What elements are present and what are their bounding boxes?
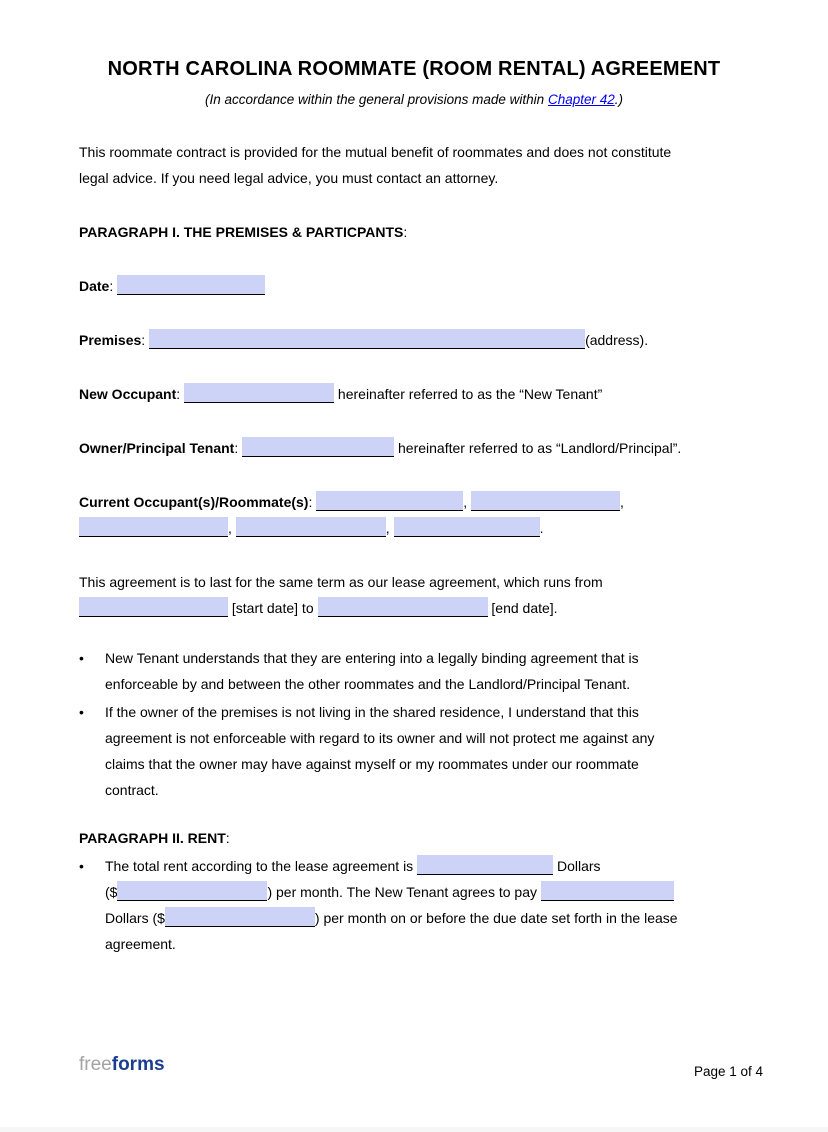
label-colon: : [141,332,146,348]
date-field[interactable] [117,275,265,295]
label-colon: : [109,278,114,294]
section1-heading-text: PARAGRAPH I. THE PREMISES & PARTICPANTS [79,224,404,240]
bullet-line: If the owner of the premises is not living in the shared residence, I understand that this [105,704,639,720]
subtitle-prefix: (In accordance within the general provisions made within [205,92,545,107]
bullet-line: contract. [105,782,159,798]
document-page [0,56,828,1132]
separator: , [463,494,468,510]
owner-principal-field[interactable] [242,437,394,457]
separator: , [385,520,390,536]
section1-heading [79,219,749,245]
owner-row [79,435,749,461]
new-occupant-row [79,381,749,407]
rent-line1-post: Dollars [556,858,601,874]
intro-line: legal advice. If you need legal advice, you must contact an attorney. [79,170,499,186]
new-occupant-label: New Occupant [79,386,177,402]
rent-line2-mid: ) per month. The New Tenant agrees to pay [267,884,537,900]
term-line1: This agreement is to last for the same term as our lease agreement, which runs from [79,574,603,590]
bullet-icon: • [79,858,84,874]
separator: , [228,520,232,536]
owner-suffix: hereinafter referred to as “Landlord/Principal”. [398,440,682,456]
label-colon: : [308,494,313,510]
label-colon: : [234,440,239,456]
premises-field[interactable] [149,329,585,349]
page-bottom-edge [0,1127,828,1132]
page-title: NORTH CAROLINA ROOMMATE (ROOM RENTAL) AGREEMENT [107,58,721,80]
bullet-icon: • [79,650,84,666]
owner-label: Owner/Principal Tenant [79,440,235,456]
list-item [79,699,749,803]
roommates-label: Current Occupant(s)/Roommate(s) [79,494,309,510]
term-line2 [79,595,749,621]
date-row [79,273,749,299]
separator: . [539,520,544,536]
rent-line1 [105,853,749,879]
bullet-line: claims that the owner may have against myself or my roommates under our roommate [105,756,639,772]
section2-heading-text: PARAGRAPH II. RENT [79,830,226,846]
end-date-field[interactable] [318,597,488,617]
rent-bullet-text [105,853,749,957]
start-date-field[interactable] [79,597,228,617]
section1-heading-colon: : [403,224,408,240]
bullet-line: New Tenant understands that they are entering into a legally binding agreement that is [105,650,639,666]
logo-free-text: free [79,1054,112,1075]
roommate-field-2[interactable] [471,491,620,511]
rent-line4: agreement. [105,936,176,952]
logo-forms-text: forms [111,1054,165,1075]
list-item [79,853,749,957]
bullet1-text [105,645,749,697]
separator: , [620,494,624,510]
roommate-field-3[interactable] [79,517,228,537]
total-rent-words-field[interactable] [417,855,553,875]
label-colon: : [176,386,181,402]
roommate-field-4[interactable] [236,517,386,537]
subtitle-suffix: .) [614,92,623,107]
bullet2-text [105,699,749,803]
roommates-row [79,489,749,541]
roommate-field-1[interactable] [316,491,463,511]
chapter-42-link[interactable]: Chapter 42 [547,92,615,107]
rent-line3 [105,905,749,931]
rent-line3-pre: Dollars ($ [105,910,165,926]
intro-line: This roommate contract is provided for the mutual benefit of roommates and does not constitute [79,144,672,160]
premises-suffix: (address). [585,332,649,348]
rent-line2 [105,879,749,905]
list-item [79,645,749,697]
bullet-line: agreement is not enforceable with regard to its owner and will not protect me against any [105,730,655,746]
premises-row [79,327,749,353]
section2-heading [79,825,749,851]
term-mid: [start date] to [231,600,314,616]
intro-paragraph [79,139,749,191]
rent-line3-post: ) per month on or before the due date set forth in the lease [314,910,678,926]
roommate-field-5[interactable] [394,517,540,537]
new-occupant-suffix: hereinafter referred to as the “New Tenant” [337,386,603,402]
page-number: Page 1 of 4 [693,1064,763,1079]
subtitle [79,91,749,109]
new-occupant-field[interactable] [184,383,334,403]
premises-label: Premises [79,332,142,348]
section2-bullet-list [79,853,749,957]
rent-line1-pre: The total rent according to the lease agreement is [105,858,414,874]
bullet-icon: • [79,704,84,720]
rent-line2-pre: ($ [105,884,118,900]
bullet-line: enforceable by and between the other roommates and the Landlord/Principal Tenant. [105,676,631,692]
total-rent-amount-field[interactable] [117,881,267,901]
section1-bullet-list [79,645,749,803]
section2-heading-colon: : [225,830,230,846]
term-end: [end date]. [491,600,558,616]
term-paragraph [79,569,749,621]
freeforms-logo [79,1054,165,1076]
new-tenant-rent-words-field[interactable] [541,881,674,901]
date-label: Date [79,278,110,294]
new-tenant-rent-amount-field[interactable] [165,907,315,927]
